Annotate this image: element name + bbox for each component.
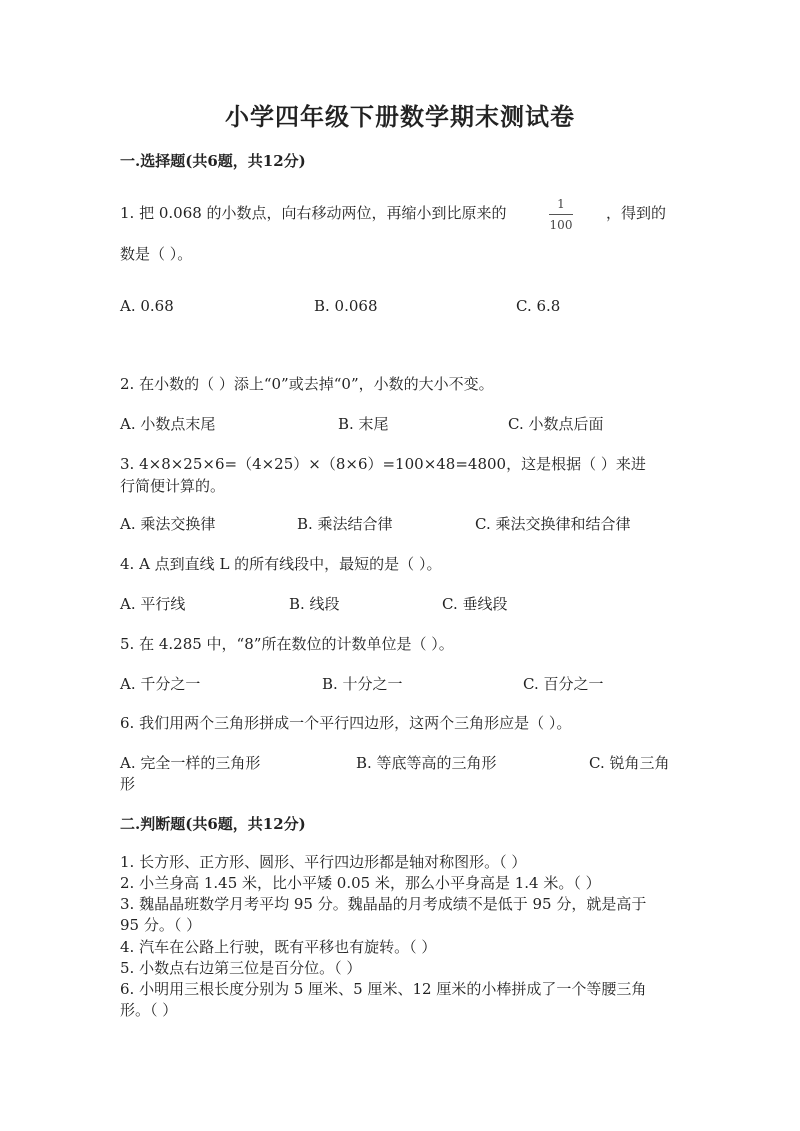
q4-option-a[interactable]: A. 平行线 [120, 595, 186, 613]
page-title: 小学四年级下册数学期末测试卷 [225, 102, 575, 131]
q2-option-c[interactable]: C. 小数点后面 [508, 415, 604, 433]
question-5-text: 5. 在 4.285 中，“8”所在数位的计数单位是（ ）。 [120, 635, 454, 653]
fraction-numerator: 1 [557, 197, 565, 211]
judgement-item-2: 2. 小兰身高 1.45 米，比小平矮 0.05 米，那么小平身高是 1.4 米。（ ） [120, 874, 601, 892]
fraction-denominator: 100 [549, 218, 573, 232]
question-2-text: 2. 在小数的（ ）添上“0”或去掉“0”，小数的大小不变。 [120, 375, 494, 393]
q4-option-c[interactable]: C. 垂线段 [442, 595, 508, 613]
q1-option-b[interactable]: B. 0.068 [314, 297, 378, 315]
judgement-item-6-cont: 形。（ ） [120, 1001, 178, 1019]
fraction-one-hundredth [547, 197, 575, 232]
q6-option-c[interactable]: C. 锐角三角 [589, 754, 670, 772]
q5-option-b[interactable]: B. 十分之一 [322, 675, 403, 693]
judgement-item-6: 6. 小明用三根长度分别为 5 厘米、5 厘米、12 厘米的小棒拼成了一个等腰三角 [120, 980, 647, 998]
q2-option-b[interactable]: B. 末尾 [338, 415, 389, 433]
q1-option-a[interactable]: A. 0.68 [120, 297, 174, 315]
judgement-item-3: 3. 魏晶晶班数学月考平均 95 分。魏晶晶的月考成绩不是低于 95 分，就是高于 [120, 895, 647, 913]
q3-option-c[interactable]: C. 乘法交换律和结合律 [475, 515, 631, 533]
q5-option-a[interactable]: A. 千分之一 [120, 675, 201, 693]
question-6-text: 6. 我们用两个三角形拼成一个平行四边形，这两个三角形应是（ ）。 [120, 714, 572, 732]
question-1-text-tail: ，得到的 [606, 204, 667, 222]
question-4-text: 4. A 点到直线 L 的所有线段中，最短的是（ ）。 [120, 555, 442, 573]
q5-option-c[interactable]: C. 百分之一 [523, 675, 604, 693]
section-heading-choice: 一.选择题(共6题，共12分) [120, 152, 306, 170]
judgement-item-1: 1. 长方形、正方形、圆形、平行四边形都是轴对称图形。（ ） [120, 853, 527, 871]
q4-option-b[interactable]: B. 线段 [289, 595, 340, 613]
judgement-item-4: 4. 汽车在公路上行驶，既有平移也有旋转。（ ） [120, 938, 437, 956]
q6-option-a[interactable]: A. 完全一样的三角形 [120, 754, 261, 772]
q2-option-a[interactable]: A. 小数点末尾 [120, 415, 216, 433]
question-3-text: 3. 4×8×25×6=（4×25）×（8×6）=100×48=4800，这是根据（ ）来进 [120, 455, 646, 473]
q3-option-a[interactable]: A. 乘法交换律 [120, 515, 216, 533]
q3-option-b[interactable]: B. 乘法结合律 [297, 515, 393, 533]
section-heading-judgement: 二.判断题(共6题，共12分) [120, 815, 306, 833]
q6-option-c-wrap: 形 [120, 775, 136, 793]
question-1-text-cont: 数是（ ）。 [120, 245, 193, 263]
q1-option-c[interactable]: C. 6.8 [516, 297, 561, 315]
q6-option-b[interactable]: B. 等底等高的三角形 [356, 754, 497, 772]
question-3-text-cont: 行简便计算的。 [120, 477, 226, 495]
judgement-item-5: 5. 小数点右边第三位是百分位。（ ） [120, 959, 362, 977]
question-1-text: 1. 把 0.068 的小数点，向右移动两位，再缩小到比原来的 [120, 204, 507, 222]
judgement-item-3-cont: 95 分。（ ） [120, 916, 202, 934]
fraction-bar [549, 214, 573, 215]
